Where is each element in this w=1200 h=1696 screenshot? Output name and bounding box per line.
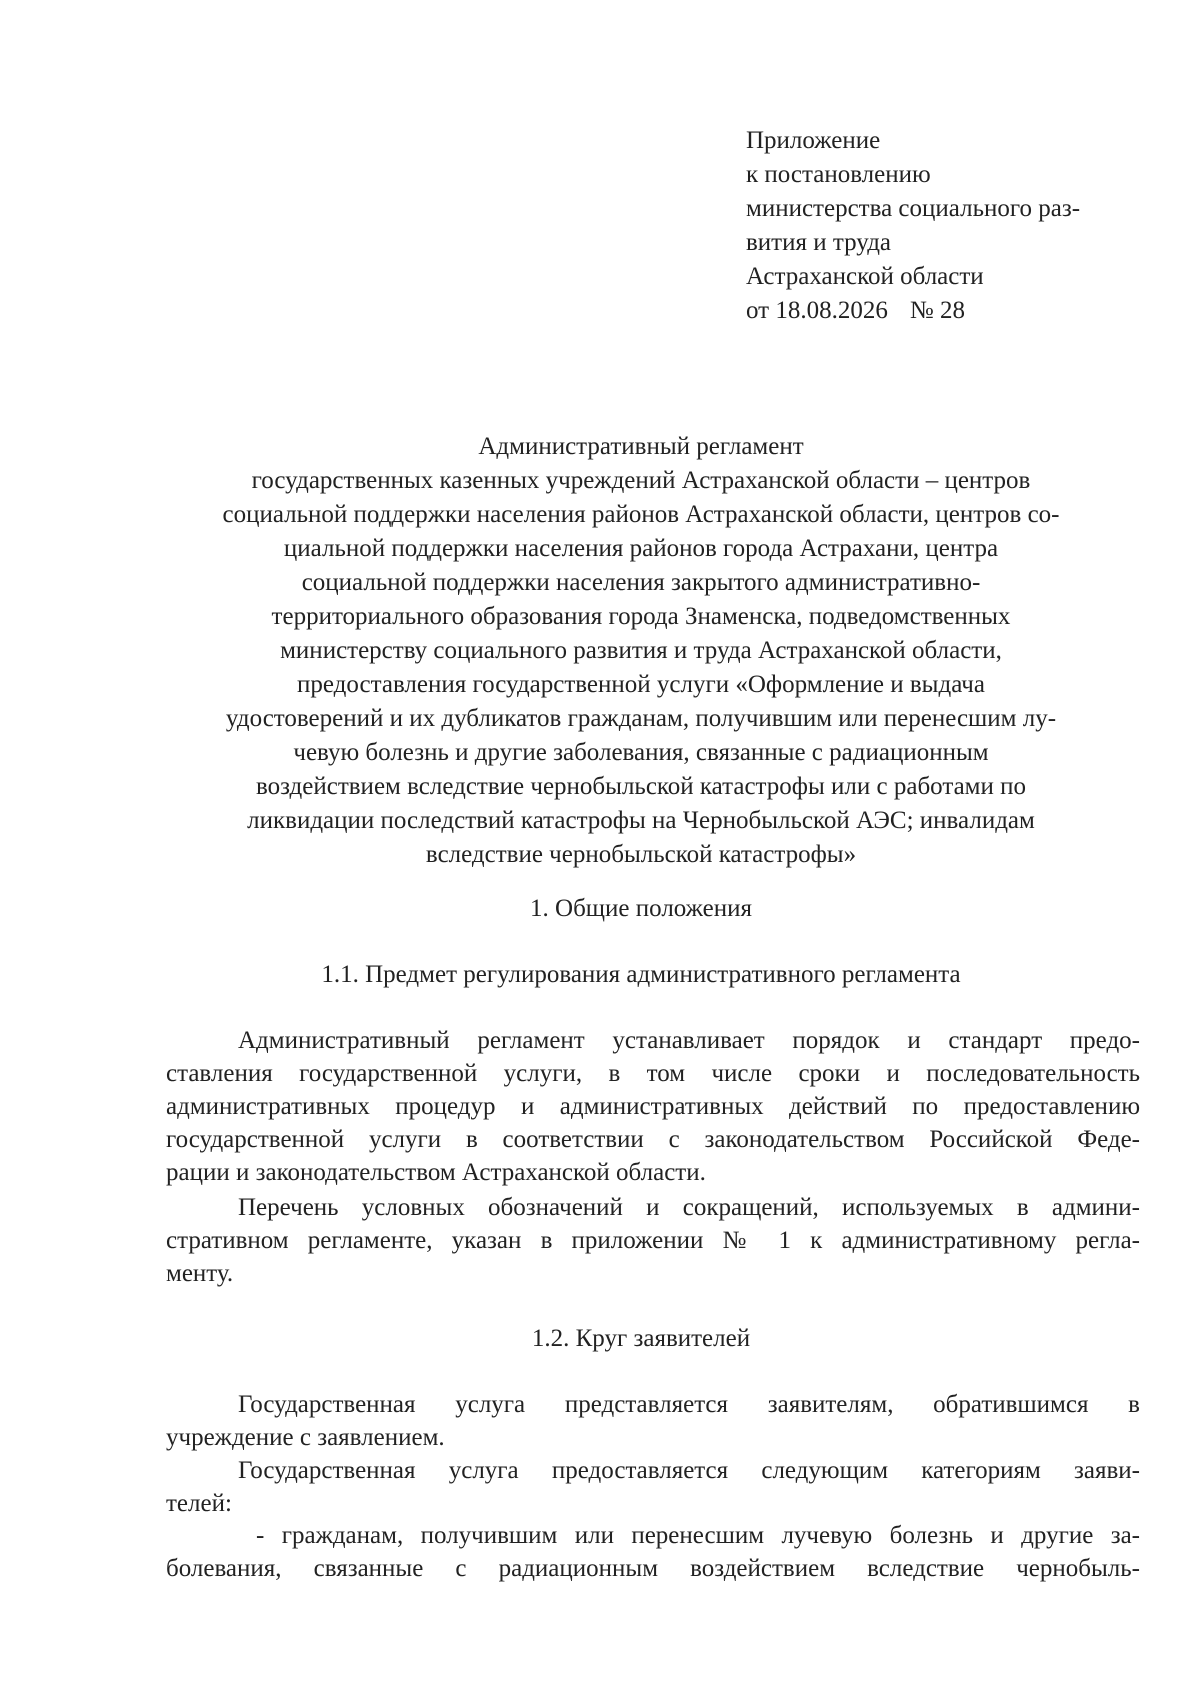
- paragraph-line: Государственная услуга предоставляется следующим категориям заяви-: [238, 1457, 1140, 1484]
- paragraph-line: рации и законодательством Астраханской области.: [166, 1159, 706, 1186]
- appendix-number: № 28: [909, 297, 965, 324]
- paragraph-line: Перечень условных обозначений и сокращений, используемых в админи-: [238, 1194, 1140, 1221]
- title-line: Административный регламент: [478, 433, 804, 460]
- appendix-line: министерства социального раз-: [746, 195, 1081, 222]
- paragraph-line: стративном регламенте, указан в приложении № 1 к административному регла-: [166, 1227, 1140, 1254]
- paragraph-line: учреждение с заявлением.: [166, 1424, 445, 1451]
- title-line: территориального образования города Знаменска, подведомственных: [271, 603, 1011, 630]
- paragraph-line: болевания, связанные с радиационным воздействием вследствие чернобыль-: [166, 1555, 1140, 1582]
- appendix-line: к постановлению: [746, 161, 931, 188]
- paragraph-line: государственной услуги в соответствии с законодательством Российской Феде-: [166, 1126, 1140, 1153]
- appendix-line: Астраханской области: [746, 263, 984, 290]
- paragraph-line: менту.: [166, 1260, 234, 1287]
- paragraph-service-provided: [166, 1388, 1140, 1454]
- title-line: чевую болезнь и другие заболевания, связанные с радиационным: [293, 739, 989, 766]
- appendix-block: [746, 124, 1146, 328]
- section-heading-subject: 1.1. Предмет регулирования административного регламента: [321, 961, 961, 988]
- appendix-date-line: [746, 294, 1146, 328]
- title-line: предоставления государственной услуги «Оформление и выдача: [297, 671, 985, 698]
- title-line: циальной поддержки населения районов города Астрахани, центра: [283, 535, 999, 562]
- title-line: вследствие чернобыльской катастрофы»: [425, 841, 857, 868]
- title-line: министерству социального развития и труда Астраханской области,: [280, 637, 1002, 664]
- section-heading-applicants: 1.2. Круг заявителей: [531, 1325, 751, 1352]
- paragraph-line: телей:: [166, 1490, 232, 1517]
- appendix-date: от 18.08.2026: [746, 297, 888, 324]
- paragraph-line: административных процедур и административных действий по предоставлению: [166, 1093, 1140, 1120]
- title-line: ликвидации последствий катастрофы на Чернобыльской АЭС; инвалидам: [247, 807, 1035, 834]
- appendix-line: вития и труда: [746, 229, 892, 256]
- appendix-line: Приложение: [746, 127, 881, 154]
- paragraph-subject: [166, 1024, 1140, 1189]
- paragraph-line: ставления государственной услуги, в том числе сроки и последовательность: [166, 1060, 1140, 1087]
- title-line: воздействием вследствие чернобыльской катастрофы или с работами по: [255, 773, 1027, 800]
- title-line: социальной поддержки населения закрытого административно-: [301, 569, 981, 596]
- paragraph-line: - гражданам, получившим или перенесшим лучевую болезнь и другие за-: [256, 1522, 1140, 1549]
- document-title: [160, 430, 1122, 872]
- section-heading-general: 1. Общие положения: [530, 895, 752, 922]
- title-line: государственных казенных учреждений Астраханской области – центров: [251, 467, 1031, 494]
- title-line: социальной поддержки населения районов Астраханской области, центров со-: [222, 501, 1060, 528]
- title-line: удостоверений и их дубликатов гражданам, получившим или перенесшим лу-: [225, 705, 1057, 732]
- paragraph-abbreviations: [166, 1191, 1140, 1290]
- paragraph-category-item: [166, 1519, 1140, 1585]
- paragraph-categories: [166, 1454, 1140, 1520]
- paragraph-line: Государственная услуга представляется заявителям, обратившимся в: [238, 1391, 1140, 1418]
- paragraph-line: Административный регламент устанавливает порядок и стандарт предо-: [238, 1027, 1140, 1054]
